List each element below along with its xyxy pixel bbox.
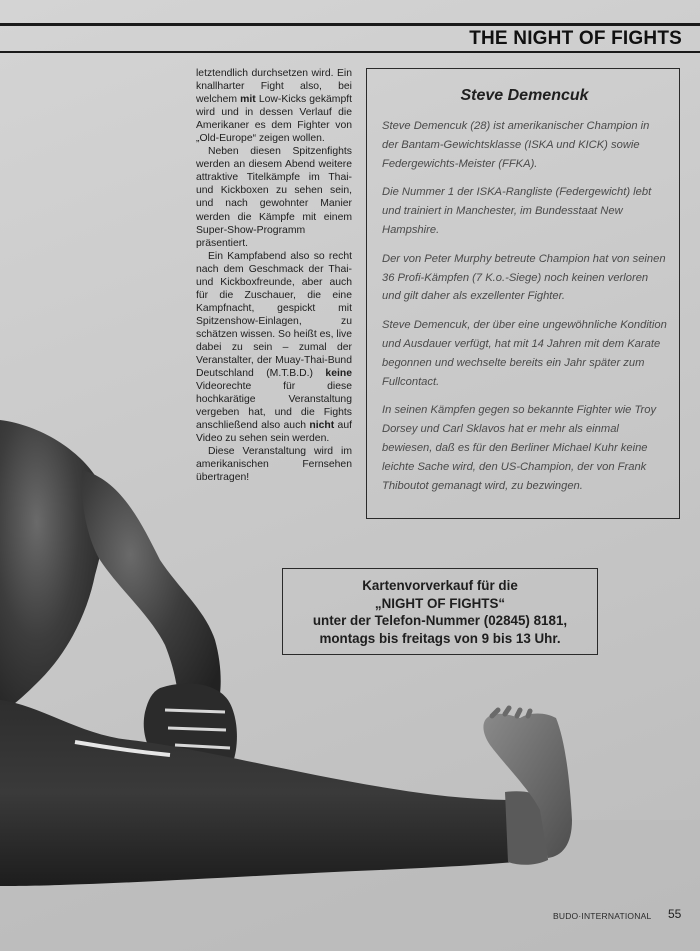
article-column <box>196 67 352 485</box>
page-section-title: THE NIGHT OF FIGHTS <box>469 28 682 49</box>
article-paragraph-3 <box>196 250 352 446</box>
article-paragraph-4: Diese Veranstaltung wird im amerikanischen Fernsehen übertragen! <box>196 446 352 484</box>
article-text: Ein Kampfabend also so recht nach dem Geschmack der Thai- und Kickboxfreunde, aber auch für die Zuschauer, die eine Kampfnacht, gespickt mit Spitzenshow-Einlagen, zu schätzen wissen. So heißt es, live dabei zu sein – zumal der Veranstalter, der Muay-Thai-Bund Deutschland (M.T.B.D.) <box>196 250 352 380</box>
page-number: 55 <box>668 907 682 921</box>
article-text: auf Video zu sehen sein werden. <box>196 420 352 445</box>
ticket-line: „NIGHT OF FIGHTS“ <box>374 595 506 611</box>
ticket-line: montags bis freitags von 9 bis 13 Uhr. <box>319 630 561 646</box>
publication-name: BUDO·INTERNATIONAL <box>553 911 652 921</box>
article-text: Videorechte für diese hochkarätige Veranstaltung vergeben hat, und die Fights anschließend also auch <box>196 381 352 432</box>
info-box-title: Steve Demencuk <box>460 87 589 104</box>
fighter-info-box <box>366 68 680 519</box>
article-bold-text: mit <box>240 94 256 106</box>
info-paragraph: In seinen Kämpfen gegen so bekannte Fighter wie Troy Dorsey und Carl Sklavos hat er mehr als einmal bewiesen, daß es für den Berliner Michael Kuhr keine leichte Sache wird, den US-Champion, der von Frank Thiboutot gemanagt wird, zu bezwingen. <box>382 404 657 492</box>
ticket-line: Kartenvorverkauf für die <box>362 578 518 593</box>
info-paragraph: Die Nummer 1 der ISKA-Rangliste (Federgewicht) lebt und trainiert in Manchester, im Bundesstaat New Hampshire. <box>382 186 652 236</box>
header-rule-top <box>0 23 700 26</box>
info-paragraph: Der von Peter Murphy betreute Champion hat von seinen 36 Profi-Kämpfen (7 K.o.-Siege) noch keinen verloren und gilt daher als exzellenter Fighter. <box>382 252 666 303</box>
article-paragraph-1 <box>196 67 352 145</box>
article-bold-text: keine <box>325 368 352 380</box>
article-paragraph-2: Neben diesen Spitzenfights werden an diesem Abend weitere attraktive Titelkämpfe im Thai- und Kickboxen zu sehen sein, und nach gewohnter Manier werden die Kämpfe mit einem Super-Show-Programm präsentiert. <box>196 146 352 249</box>
ticket-line: unter der Telefon-Nummer (02845) 8181, <box>312 613 568 628</box>
article-bold-text: nicht <box>309 420 335 432</box>
info-paragraph: Steve Demencuk (28) ist amerikanischer Champion in der Bantam-Gewichtsklasse (ISKA und KICK) sowie Federgewichts-Meister (FFKA). <box>382 120 650 170</box>
header-rule-bottom <box>0 51 700 53</box>
ticket-presale-box <box>282 568 598 655</box>
article-text: Low-Kicks gekämpft wird und in dessen Verlauf die Amerikaner es dem Fighter von „Old-Europe“ zeigen wollen. <box>196 94 352 145</box>
info-paragraph: Steve Demencuk, der über eine ungewöhnliche Kondition und Ausdauer verfügt, hat mit 14 Jahren mit dem Karate begonnen und wechselte bereits ein Jahr später zum Fullcontact. <box>382 319 667 388</box>
article-text: letztendlich durchsetzen wird. Ein knallharter Fight also, bei welchem <box>196 68 352 106</box>
